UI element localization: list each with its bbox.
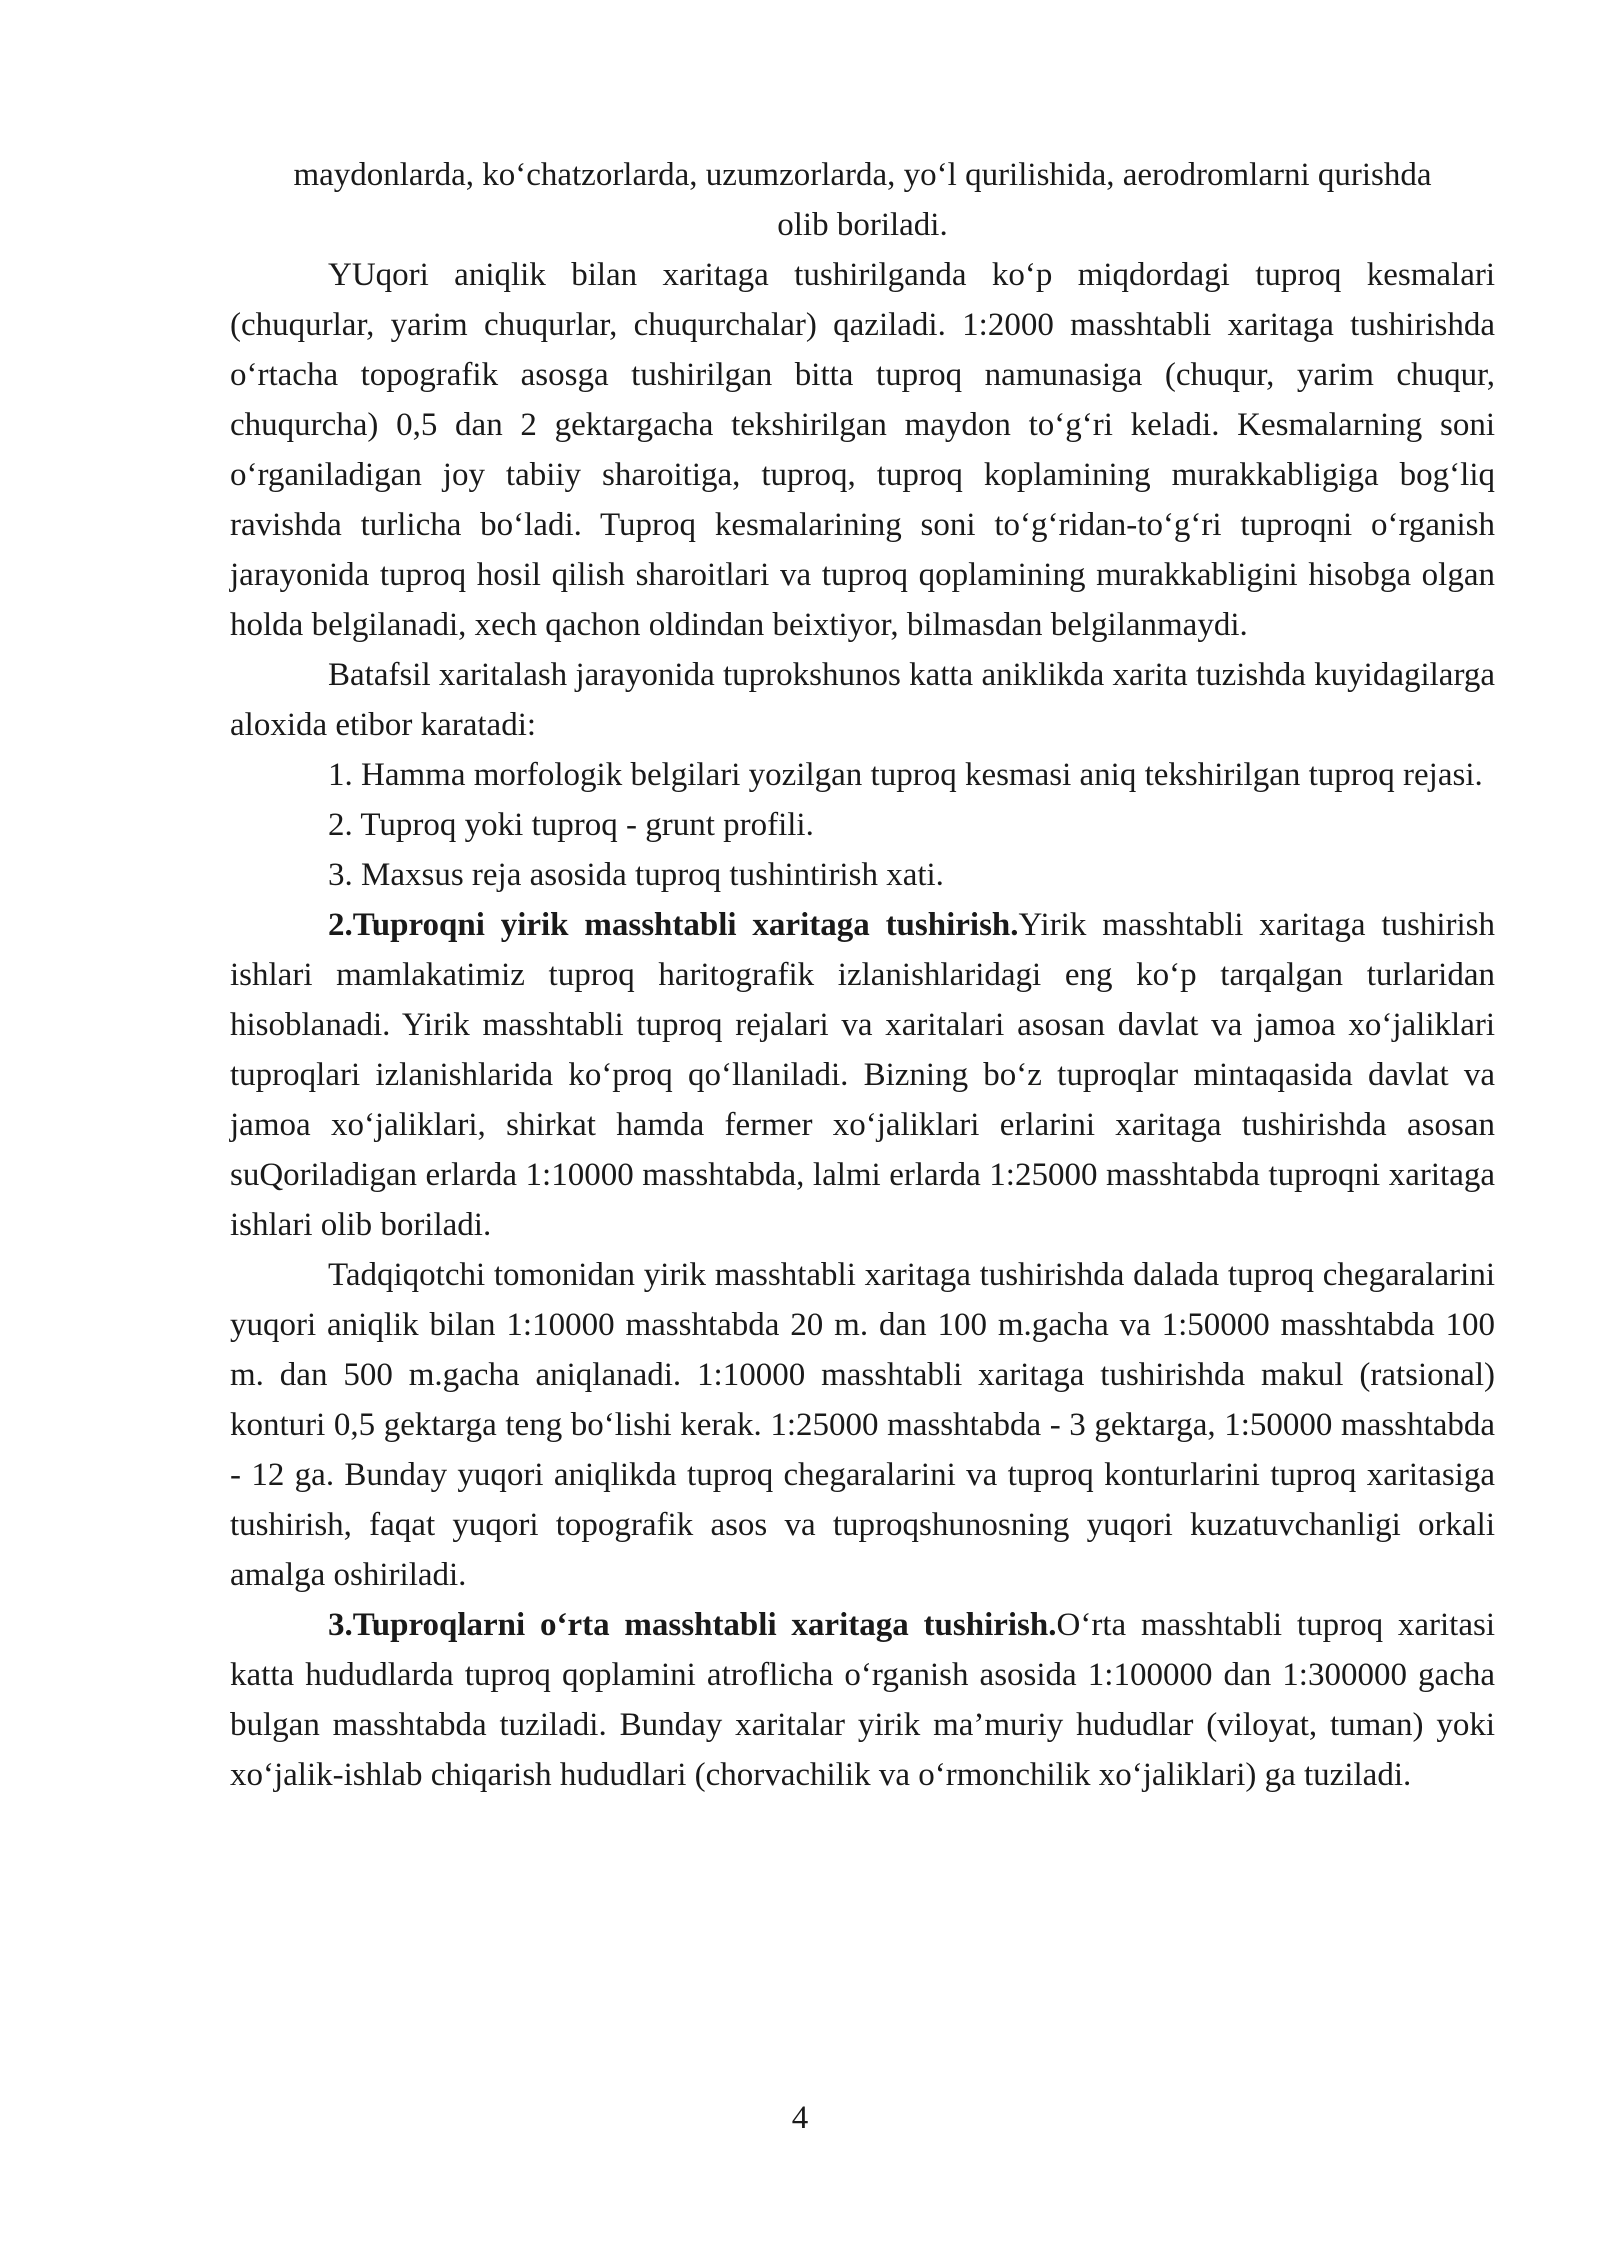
document-page (230, 150, 1495, 1800)
paragraph-large-scale (230, 900, 1495, 1250)
section-body-medium-scale: O‘rta masshtabli tuproq xaritasi katta hududlarda tuproq qoplamini atroflicha o‘rganish asosida 1:100000 dan 1:300000 gacha bulgan masshtabda tuziladi. Bunday xaritalar yirik ma’muriy hududlar (viloyat, tuman) yoki xo‘jalik-ishlab chiqarish hududlari (chorvachilik va o‘rmonchilik xo‘jaliklari) ga tuziladi. (230, 1607, 1495, 1793)
list-item-1: 1. Hamma morfologik belgilari yozilgan tuproq kesmasi aniq tekshirilgan tuproq rejasi. (328, 757, 1483, 793)
section-body-large-scale: Yirik masshtabli xaritaga tushirish ishlari mamlakatimiz tuproq haritografik izlanishlaridagi eng ko‘p tarqalgan turlaridan hisoblanadi. Yirik masshtabli tuproq rejalari va xaritalari asosan davlat va jamoa xo‘jaliklari tuproqlari izlanishlarida ko‘proq qo‘llaniladi. Bizning bo‘z tuproqlar mintaqasida davlat va jamoa xo‘jaliklari, shirkat hamda fermer xo‘jaliklari erlarini xaritaga tushirishda asosan suQoriladigan erlarda 1:10000 masshtabda, lalmi erlarda 1:25000 masshtabda tuproqni xaritaga ishlari olib boriladi. (230, 907, 1496, 1243)
section-heading-medium-scale: 3.Tuproqlarni o‘rta masshtabli xaritaga tushirish. (328, 1607, 1057, 1643)
paragraph-detailed-mapping: Batafsil xaritalash jarayonida tuprokshunos katta aniklikda xarita tuzishda kuyidagilarga aloxida etibor karatadi: (230, 657, 1495, 743)
paragraph-medium-scale (230, 1600, 1495, 1800)
page-number: 4 (791, 2100, 809, 2136)
paragraph-continuation: maydonlarda, ko‘chatzorlarda, uzumzorlarda, yo‘l qurilishida, aerodromlarni qurishda olib boriladi. (293, 157, 1432, 243)
list-item-3: 3. Maxsus reja asosida tuproq tushintirish xati. (328, 857, 944, 893)
section-heading-large-scale: 2.Tuproqni yirik masshtabli xaritaga tushirish. (328, 907, 1019, 943)
paragraph-soil-sections: YUqori aniqlik bilan xaritaga tushirilganda ko‘p miqdordagi tuproq kesmalari (chuqurlar, yarim chuqurlar, chuqurchalar) qaziladi. 1:2000 masshtabli xaritaga tushirishda o‘rtacha topografik asosga tushirilgan bitta tuproq namunasiga (chuqur, yarim chuqur, chuqurcha) 0,5 dan 2 gektargacha tekshirilgan maydon to‘g‘ri keladi. Kesmalarning soni o‘rganiladigan joy tabiiy sharoitiga, tuproq, tuproq koplamining murakkabligiga bog‘liq ravishda turlicha bo‘ladi. Tuproq kesmalarining soni to‘g‘ridan-to‘g‘ri tuproqni o‘rganish jarayonida tuproq hosil qilish sharoitlari va tuproq qoplamining murakkabligini hisobga olgan holda belgilanadi, xech qachon oldindan beixtiyor, bilmasdan belgilanmaydi. (230, 257, 1495, 643)
list-item-2: 2. Tuproq yoki tuproq - grunt profili. (328, 807, 814, 843)
paragraph-researcher: Tadqiqotchi tomonidan yirik masshtabli xaritaga tushirishda dalada tuproq chegaralarini yuqori aniqlik bilan 1:10000 masshtabda 20 m. dan 100 m.gacha va 1:50000 masshtabda 100 m. dan 500 m.gacha aniqlanadi. 1:10000 masshtabli xaritaga tushirishda makul (ratsional) konturi 0,5 gektarga teng bo‘lishi kerak. 1:25000 masshtabda - 3 gektarga, 1:50000 masshtabda - 12 ga. Bunday yuqori aniqlikda tuproq chegaralarini va tuproq konturlarini tuproq xaritasiga tushirish, faqat yuqori topografik asos va tuproqshunosning yuqori kuzatuvchanligi orkali amalga oshiriladi. (230, 1257, 1495, 1593)
